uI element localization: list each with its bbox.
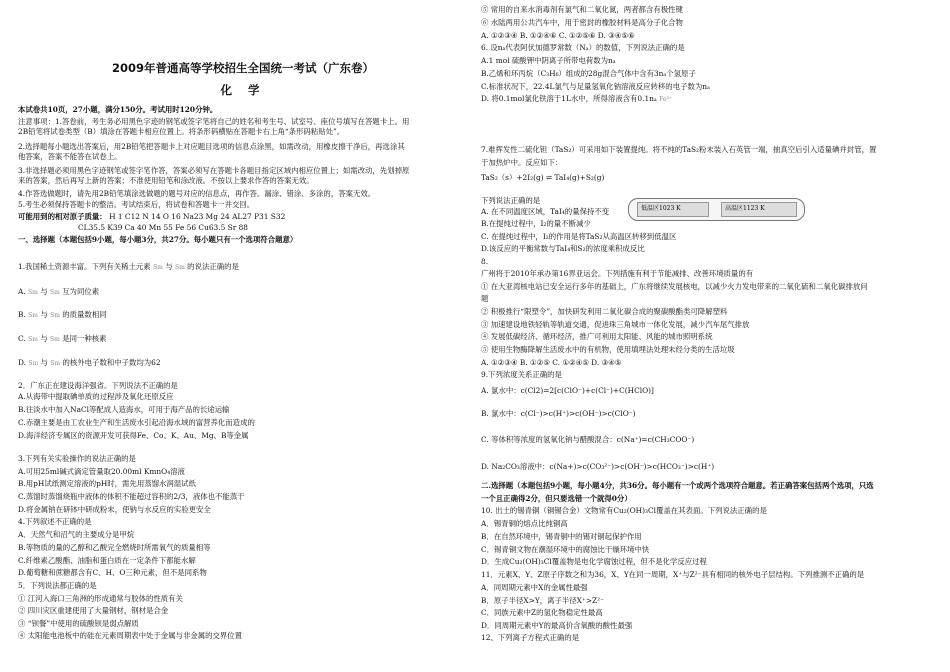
conjunction: 与 xyxy=(40,358,48,367)
note-line: 注意事项：1.答卷前，考生务必用黑色字迹的钢笔或签字笔将自己的姓名和考生号、试室号、座位号填写在答题卡上。用 xyxy=(18,117,410,126)
question-8-number: 8. xyxy=(481,257,489,266)
question-5-stem: 5．下列说法都正确的是 xyxy=(18,581,97,590)
option-line: A．天然气和沼气的主要成分是甲烷 xyxy=(18,530,135,539)
option-line: B.等物质的量的乙醇和乙酸完全燃烧时所需氧气的质量相等 xyxy=(18,543,211,552)
option-text: D. 将0.1mol氯化铁溶于1L水中，所得溶液含有0.1nₐ xyxy=(481,94,657,103)
question-10-stem: 10. 出土的锡青铜（铜锡合金）文物常有Cu₂(OH)₃Cl覆盖在其表面。下列说法正确的是 xyxy=(481,506,767,515)
atomic-mass-label: 可能用到的相对原子质量： xyxy=(18,212,107,221)
option-text: 的核外电子数和中子数均为62 xyxy=(62,358,161,367)
note-line: 2.选择题每小题选出答案后，用2B铅笔把答题卡上对应题目选项的信息点涂黑，如需改动，用橡皮擦干净后，再选涂其 xyxy=(18,142,405,151)
question-7-stem: 7.难挥发性二硫化钽（TaS₂）可采用如下装置提纯。将不纯的TaS₂粉末装入石英管一端，抽真空后引入适量碘并封管，置 xyxy=(481,145,877,154)
atomic-mass-values-2: CL35.5 K39 Ca 40 Mn 55 Fe 56 Cu63.5 Sr 88 xyxy=(78,223,249,232)
note-line: 4.作答选做题时，请先用2B铅笔填涂选做题的题号对应的信息点，再作答。漏涂、错涂、多涂的，答案无效。 xyxy=(18,189,376,198)
option-line: D.该反应的平衡常数与TaI₄和S₂的浓度乘积成反比 xyxy=(481,244,645,253)
conjunction: 与 xyxy=(40,334,48,343)
option-a xyxy=(18,287,99,297)
reaction-equation: TaS₂（s）+2I₂(g) ⇌ TaI₄(g)+S₂(g) xyxy=(481,173,605,182)
question-1-stem xyxy=(18,262,239,272)
option-line: D.海洋经济专属区的资源开发可获得Fe、Co、K、Au、Mg、B等金属 xyxy=(18,431,249,440)
option-line: D. Na₂CO₃溶液中：c(Na+)>c(CO₃²⁻)>c(OH⁻)>c(HCO₃⁻)>c(H⁺) xyxy=(481,462,715,471)
option-line: C.标准状况下，22.4L氯气与足量氢氧化钠溶液反应转移的电子数为nₐ xyxy=(481,82,710,91)
conjunction: 与 xyxy=(40,287,48,296)
note-line: 2B铅笔将试卷类型（B）填涂在答题卡相应位置上。将条形码横贴在答题卡右上角“条形码粘贴处”。 xyxy=(18,127,345,136)
option-line: D.葡萄糖和蔗糖都含有C、H、O三种元素，但不是同系物 xyxy=(18,568,207,577)
exam-subject: 化 学 xyxy=(220,83,266,97)
answer-options: A. ①②③④ B. ①②⑤ C. ①②④⑤ D. ③④⑤ xyxy=(481,358,622,367)
high-zone-label: 高温区1123 K xyxy=(725,205,765,212)
option-letter: D. xyxy=(18,358,27,367)
option-letter: B. xyxy=(18,310,26,319)
statement-line: ⑥ 水陆两用公共汽车中，用于密封的橡胶材料是高分子化合物 xyxy=(481,18,683,27)
question-8-stem: 广州将于2010年承办第16界亚运会。下列措施有利于节能减排、改善环境质量的有 xyxy=(481,269,754,278)
isotope-symbol: Sm xyxy=(50,360,61,367)
option-line: A. 在不同温度区域，TaI₄的量保持不变 xyxy=(481,207,610,216)
question-line: 于加热炉中。反应如下： xyxy=(481,158,563,167)
statement-line: ① 江河入海口三角洲的形成通常与胶体的性质有关 xyxy=(18,594,183,603)
question-6-stem: 6. 设nₐ代表阿伏加德罗常数（Nₐ）的数值，下列说法正确的是 xyxy=(481,43,685,52)
statement-line: ⑤ 常用的自来水消毒剂有氯气和二氧化氮，两者都含有极性键 xyxy=(481,5,683,14)
section1-heading: 一、选择题（本题包括9小题，每小题3分，共27分。每小题只有一个选项符合题意） xyxy=(18,235,298,244)
option-line: B.往淡水中加入NaCl等配成人造海水，可用于海产品的长途运输 xyxy=(18,405,230,414)
isotope-symbol: Sm xyxy=(28,312,38,319)
statement-line: ③ 加速建设地铁轻轨等轨道交通，促进珠三角城市一体化发展，减少汽车尾气排放 xyxy=(481,320,750,329)
option-line: B.用pH试纸测定溶液的pH时，需先用蒸馏水润湿试纸 xyxy=(18,479,196,488)
option-text: 是同一种核素 xyxy=(62,334,107,343)
note-line: 3.非选择题必须用黑色字迹钢笔或签字笔作答，答案必须写在答题卡各题目指定区域内相应位置上；如需改动，先划掉原 xyxy=(18,166,410,175)
option-line: C.纤维素乙酸酯、油脂和蛋白质在一定条件下都能水解 xyxy=(18,556,196,565)
option-d xyxy=(18,358,161,368)
option-line: D．同周期元素中Y的最高价含氧酸的酸性最强 xyxy=(481,621,633,630)
isotope-symbol: Sm xyxy=(153,264,163,271)
option-letter: A. xyxy=(18,287,26,296)
option-line: A.从海带中提取碘单质的过程涉及氧化还原反应 xyxy=(18,392,174,401)
question-9-stem: 9.下列浓度关系正确的是 xyxy=(481,370,562,379)
section2-heading: 二.选择题（本题包括9小题，每小题4分，共36分。每小题有一个或两个选项符合题意。若正确答案包括两个选项，只选 xyxy=(481,481,874,490)
atomic-mass-line xyxy=(18,212,285,221)
isotope-symbol: Sm xyxy=(28,289,38,296)
question-12-stem: 12、下列离子方程式正确的是 xyxy=(481,633,580,642)
isotope-symbol: Sm xyxy=(175,264,185,271)
question-2-stem: 2．广东正在建设海洋强省。下列说法不正确的是 xyxy=(18,381,178,390)
note-line: 5.考生必须保持答题卡的整洁。考试结束后，将试卷和答题卡一并交回。 xyxy=(18,200,255,209)
option-line: C.赤潮主要是由工农业生产和生活废水引起沿海水域的富营养化而造成的 xyxy=(18,418,255,427)
option-c xyxy=(18,334,107,344)
option-line: B．原子半径X>Y，离子半径X⁺>Z²⁻ xyxy=(481,596,605,605)
statement-line: ② 积极推行“限塑令”，加快研发利用二氧化碳合成的聚碳酸酯类可降解塑料 xyxy=(481,307,728,316)
option-line: C. 等体积等浓度的氢氧化钠与醋酸混合：c(Na⁺)=c(CH₃COO⁻) xyxy=(481,435,695,444)
isotope-symbol: Sm xyxy=(28,336,38,343)
statement-line: 题 xyxy=(481,294,489,303)
isotope-symbol: Sm xyxy=(49,289,60,296)
atomic-mass-values: H 1 C12 N 14 O 16 Na23 Mg 24 AL27 P31 S32 xyxy=(109,212,286,221)
question-tail: 的说法正确的是 xyxy=(187,262,239,271)
note-line: 他答案，答案不能答在试卷上。 xyxy=(18,152,122,161)
question-text: 1.我国稀土资源丰富。下列有关稀土元素 xyxy=(18,262,151,271)
low-zone-label: 低温区1023 K xyxy=(641,205,681,212)
isotope-symbol: Sm xyxy=(28,360,39,367)
option-line: B. 氯水中：c(Cl⁻)>c(H⁺)>c(OH⁻)>c(ClO⁻) xyxy=(481,409,636,418)
option-line: A. 氯水中：c(Cl2)=2[c(ClO⁻)+c(Cl⁻)+C(HClO)] xyxy=(481,386,654,395)
option-line: B.乙烯和环丙烷（C₃H₆）组成的28g混合气体中含有3nₐ个氢原子 xyxy=(481,69,696,78)
option-text: 互为同位素 xyxy=(62,287,100,296)
statement-line: ② 四川灾区重建使用了大量钢材，钢材是合金 xyxy=(18,606,169,615)
option-b xyxy=(18,310,107,320)
option-line: C. 在提纯过程中，I₂的作用是将TaS₂从高温区转移到低温区 xyxy=(481,232,677,241)
option-letter: C. xyxy=(18,334,26,343)
question-11-stem: 11．元素X、Y、Z原子序数之和为36，X、Y在同一周期，X⁺与Z²⁻具有相同的核外电子层结构。下列推测不正确的是 xyxy=(481,570,865,579)
note-line: 来的答案，然后再写上新的答案；不准使用铅笔和涂改液。不按以上要求作答的答案无效。 xyxy=(18,176,314,185)
option-line: B.在提纯过程中，I₂的量不断减少 xyxy=(481,219,591,228)
option-line: A.可用25ml碱式滴定管量取20.00ml KmnO₄溶液 xyxy=(18,467,185,476)
option-line: C．锡青铜文物在潮湿环境中的腐蚀比干燥环境中快 xyxy=(481,545,650,554)
ion-label: Fe³⁺ xyxy=(659,96,673,103)
question-line: 下列说法正确的是 xyxy=(481,196,541,205)
option-line xyxy=(481,94,672,104)
answer-options: A. ①②③④ B. ①②④⑥ C. ①②⑤⑥ D. ③④⑤⑥ xyxy=(481,31,635,40)
question-3-stem: 3.下列有关实验操作的说法正确的是 xyxy=(18,454,136,463)
isotope-symbol: Sm xyxy=(50,312,60,319)
isotope-symbol: Sm xyxy=(50,336,60,343)
statement-line: ④ 发展低碳经济、循环经济，推广可利用太阳能、风能的城市照明系统 xyxy=(481,332,713,341)
question-4-stem: 4.下列叙述不正确的是 xyxy=(18,517,92,526)
statement-line: ① 在大亚湾核电站已安全运行多年的基础上，广东将继续发展核电，以减少火力发电带来的二氧化硫和二氧化碳排放问 xyxy=(481,282,868,291)
exam-summary: 本试卷共10页，27小题，满分150分。考试用时120分钟。 xyxy=(18,105,218,114)
conjunction: 与 xyxy=(165,262,173,271)
option-line: C．同族元素中Z的氢化物稳定性最高 xyxy=(481,608,603,617)
exam-title: 2009年普通高等学校招生全国统一考试（广东卷） xyxy=(111,61,374,75)
statement-line: ④ 太阳能电池板中的硅在元素周期表中处于金属与非金属的交界位置 xyxy=(18,631,243,640)
option-text: 的质量数相同 xyxy=(62,310,107,319)
conjunction: 与 xyxy=(40,310,48,319)
quartz-tube-diagram xyxy=(628,198,805,221)
option-line: A．锡青铜的熔点比纯铜高 xyxy=(481,519,568,528)
section2-heading: 一个且正确得2分，但只要选错一个就得0分） xyxy=(481,494,632,503)
option-line: A．同周期元素中X的金属性最强 xyxy=(481,583,588,592)
option-line: D．生成Cu₂(OH)₃Cl覆盖物是电化学腐蚀过程，但不是化学反应过程 xyxy=(481,557,707,566)
option-line: A.1 mol 硫酸钾中阴离子所带电荷数为nₐ xyxy=(481,56,616,65)
option-line: C.蒸馏时蒸馏烧瓶中液体的体积不能超过容积的2/3，液体也不能蒸干 xyxy=(18,492,245,501)
option-line: D.将金属钠在研钵中研成粉末，使钠与水反应的实验更安全 xyxy=(18,505,211,514)
statement-line: ⑤ 使用生物酶降解生活废水中的有机物，使用填埋法处理未经分类的生活垃圾 xyxy=(481,345,735,354)
option-line: B．在自然环境中，锡青铜中的锡对铜起保护作用 xyxy=(481,532,642,541)
statement-line: ③ “钡餐”中使用的硫酸钡是弱点解质 xyxy=(18,619,139,628)
